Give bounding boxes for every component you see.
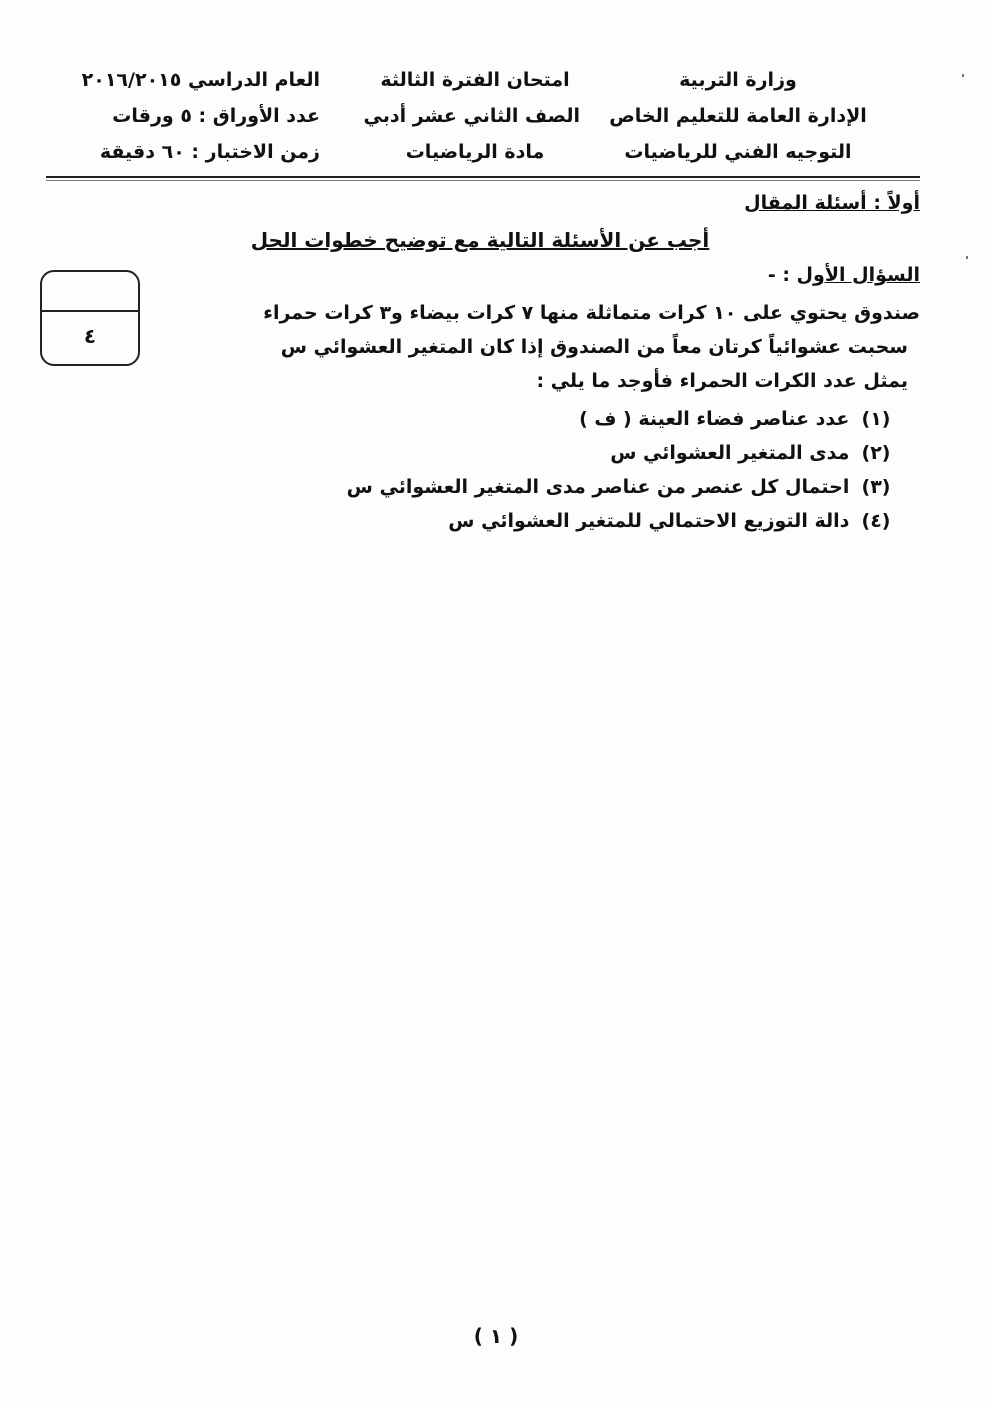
instruction-heading: أجب عن الأسئلة التالية مع توضيح خطوات الحل: [250, 228, 710, 252]
question-part: [336, 504, 896, 538]
score-box-divider: [42, 310, 138, 312]
question-body: [254, 296, 920, 398]
header-divider: [46, 176, 920, 178]
section-title: أولاً : أسئلة المقال: [744, 192, 920, 214]
header-academic-year: العام الدراسي ٢٠١٦/٢٠١٥: [81, 69, 320, 91]
header-ministry-block: [608, 62, 868, 170]
question-parts: [336, 402, 896, 538]
header-duration: زمن الاختبار : ٦٠ دقيقة: [99, 141, 320, 163]
question-title-suffix: : -: [767, 264, 797, 286]
header-info-block: [60, 62, 320, 170]
question-part: [336, 402, 896, 436]
score-value: ٤: [83, 324, 97, 348]
scan-speck: [966, 256, 968, 259]
header-grade: الصف الثاني عشر أدبي: [363, 105, 580, 127]
question-part: [336, 436, 896, 470]
score-box: [40, 270, 140, 366]
question-line: سحبت عشوائياً كرتان معاً من الصندوق إذا كان المتغير العشوائي س: [280, 336, 908, 358]
part-text: مدى المتغير العشوائي س: [610, 442, 850, 464]
question-title-label: السؤال الأول: [796, 264, 920, 286]
part-number: (٣): [861, 476, 891, 498]
part-number: (٢): [861, 442, 891, 464]
header-subject: مادة الرياضيات: [405, 141, 545, 163]
header-ministry: وزارة التربية: [679, 69, 797, 91]
header-page-count: عدد الأوراق : ٥ ورقات: [112, 105, 320, 127]
header-exam-title: امتحان الفترة الثالثة: [380, 69, 570, 91]
header-supervision: التوجيه الفني للرياضيات: [624, 141, 852, 163]
scan-speck: [962, 74, 964, 77]
header-directorate: الإدارة العامة للتعليم الخاص: [609, 105, 867, 127]
question-part: [336, 470, 896, 504]
page-number: ( ١ ): [473, 1324, 519, 1348]
question-title: [768, 264, 920, 286]
part-text: عدد عناصر فضاء العينة ( ف ): [579, 408, 850, 430]
header-divider-thin: [46, 180, 920, 181]
header-exam-block: [363, 62, 580, 170]
part-number: (٤): [861, 510, 891, 532]
question-line: يمثل عدد الكرات الحمراء فأوجد ما يلي :: [536, 370, 908, 392]
part-text: دالة التوزيع الاحتمالي للمتغير العشوائي س: [448, 510, 850, 532]
part-number: (١): [861, 408, 891, 430]
part-text: احتمال كل عنصر من عناصر مدى المتغير العشوائي س: [346, 476, 850, 498]
question-line: صندوق يحتوي على ١٠ كرات متماثلة منها ٧ كرات بيضاء و٣ كرات حمراء: [263, 302, 920, 324]
